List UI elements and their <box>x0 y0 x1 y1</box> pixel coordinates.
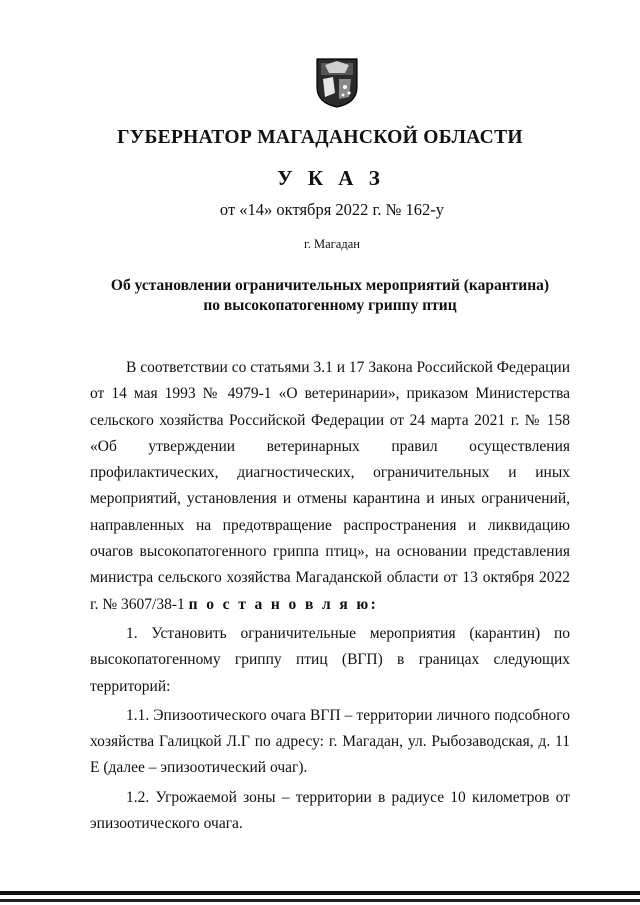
coat-of-arms-emblem <box>315 57 359 109</box>
item-1-2: 1.2. Угрожаемой зоны – территории в радиусе 10 километров от эпизоотического очага. <box>90 788 570 833</box>
coat-of-arms-icon <box>315 57 359 109</box>
page-bottom-border-2 <box>0 899 640 902</box>
item-1: 1. Установить ограничительные мероприятия (карантин) по высокопатогенному гриппу птиц (ВГП) в границах следующих территорий: <box>90 624 570 695</box>
preamble-paragraph <box>90 355 570 618</box>
preamble-text: В соответствии со статьями 3.1 и 17 Закона Российской Федерации от 14 мая 1993 № 4979-1 «О ветеринарии», приказом Министерства сельского хозяйства Российской Федерации от 24 марта 2021 г. № 158 «Об утверждении ветеринарных правил осуществления профилактических, диагностических, ограничительных и иных мероприятий, установления и отмены карантина и иных ограничений, направленных на предотвращение распространения и ликвидацию очагов высокопатогенного гриппа птиц», на основании представления министра сельского хозяйства Магаданской области от 13 октября 2022 г. № 3607/38-1 <box>90 359 570 613</box>
resolution-keyword: п о с т а н о в л я ю: <box>188 595 379 613</box>
issuing-authority: ГУБЕРНАТОР МАГАДАНСКОЙ ОБЛАСТИ <box>117 127 523 148</box>
title-line-1: Об установлении ограничительных мероприятий (карантина) <box>110 277 550 294</box>
title-line-2: по высокопатогенному гриппу птиц <box>203 297 457 314</box>
page-bottom-border <box>0 891 640 895</box>
city: г. Магадан <box>304 237 360 251</box>
document-type: У К А З <box>277 166 385 190</box>
date-and-number: от «14» октября 2022 г. № 162-у <box>219 200 445 219</box>
document-body <box>90 355 570 837</box>
document-title <box>80 276 580 316</box>
item-1-1: 1.1. Эпизоотического очага ВГП – территории личного подсобного хозяйства Галицкой Л.Г по адресу: г. Магадан, ул. Рыбозаводская, д. 11 Е (далее – эпизоотический очаг). <box>90 706 570 777</box>
